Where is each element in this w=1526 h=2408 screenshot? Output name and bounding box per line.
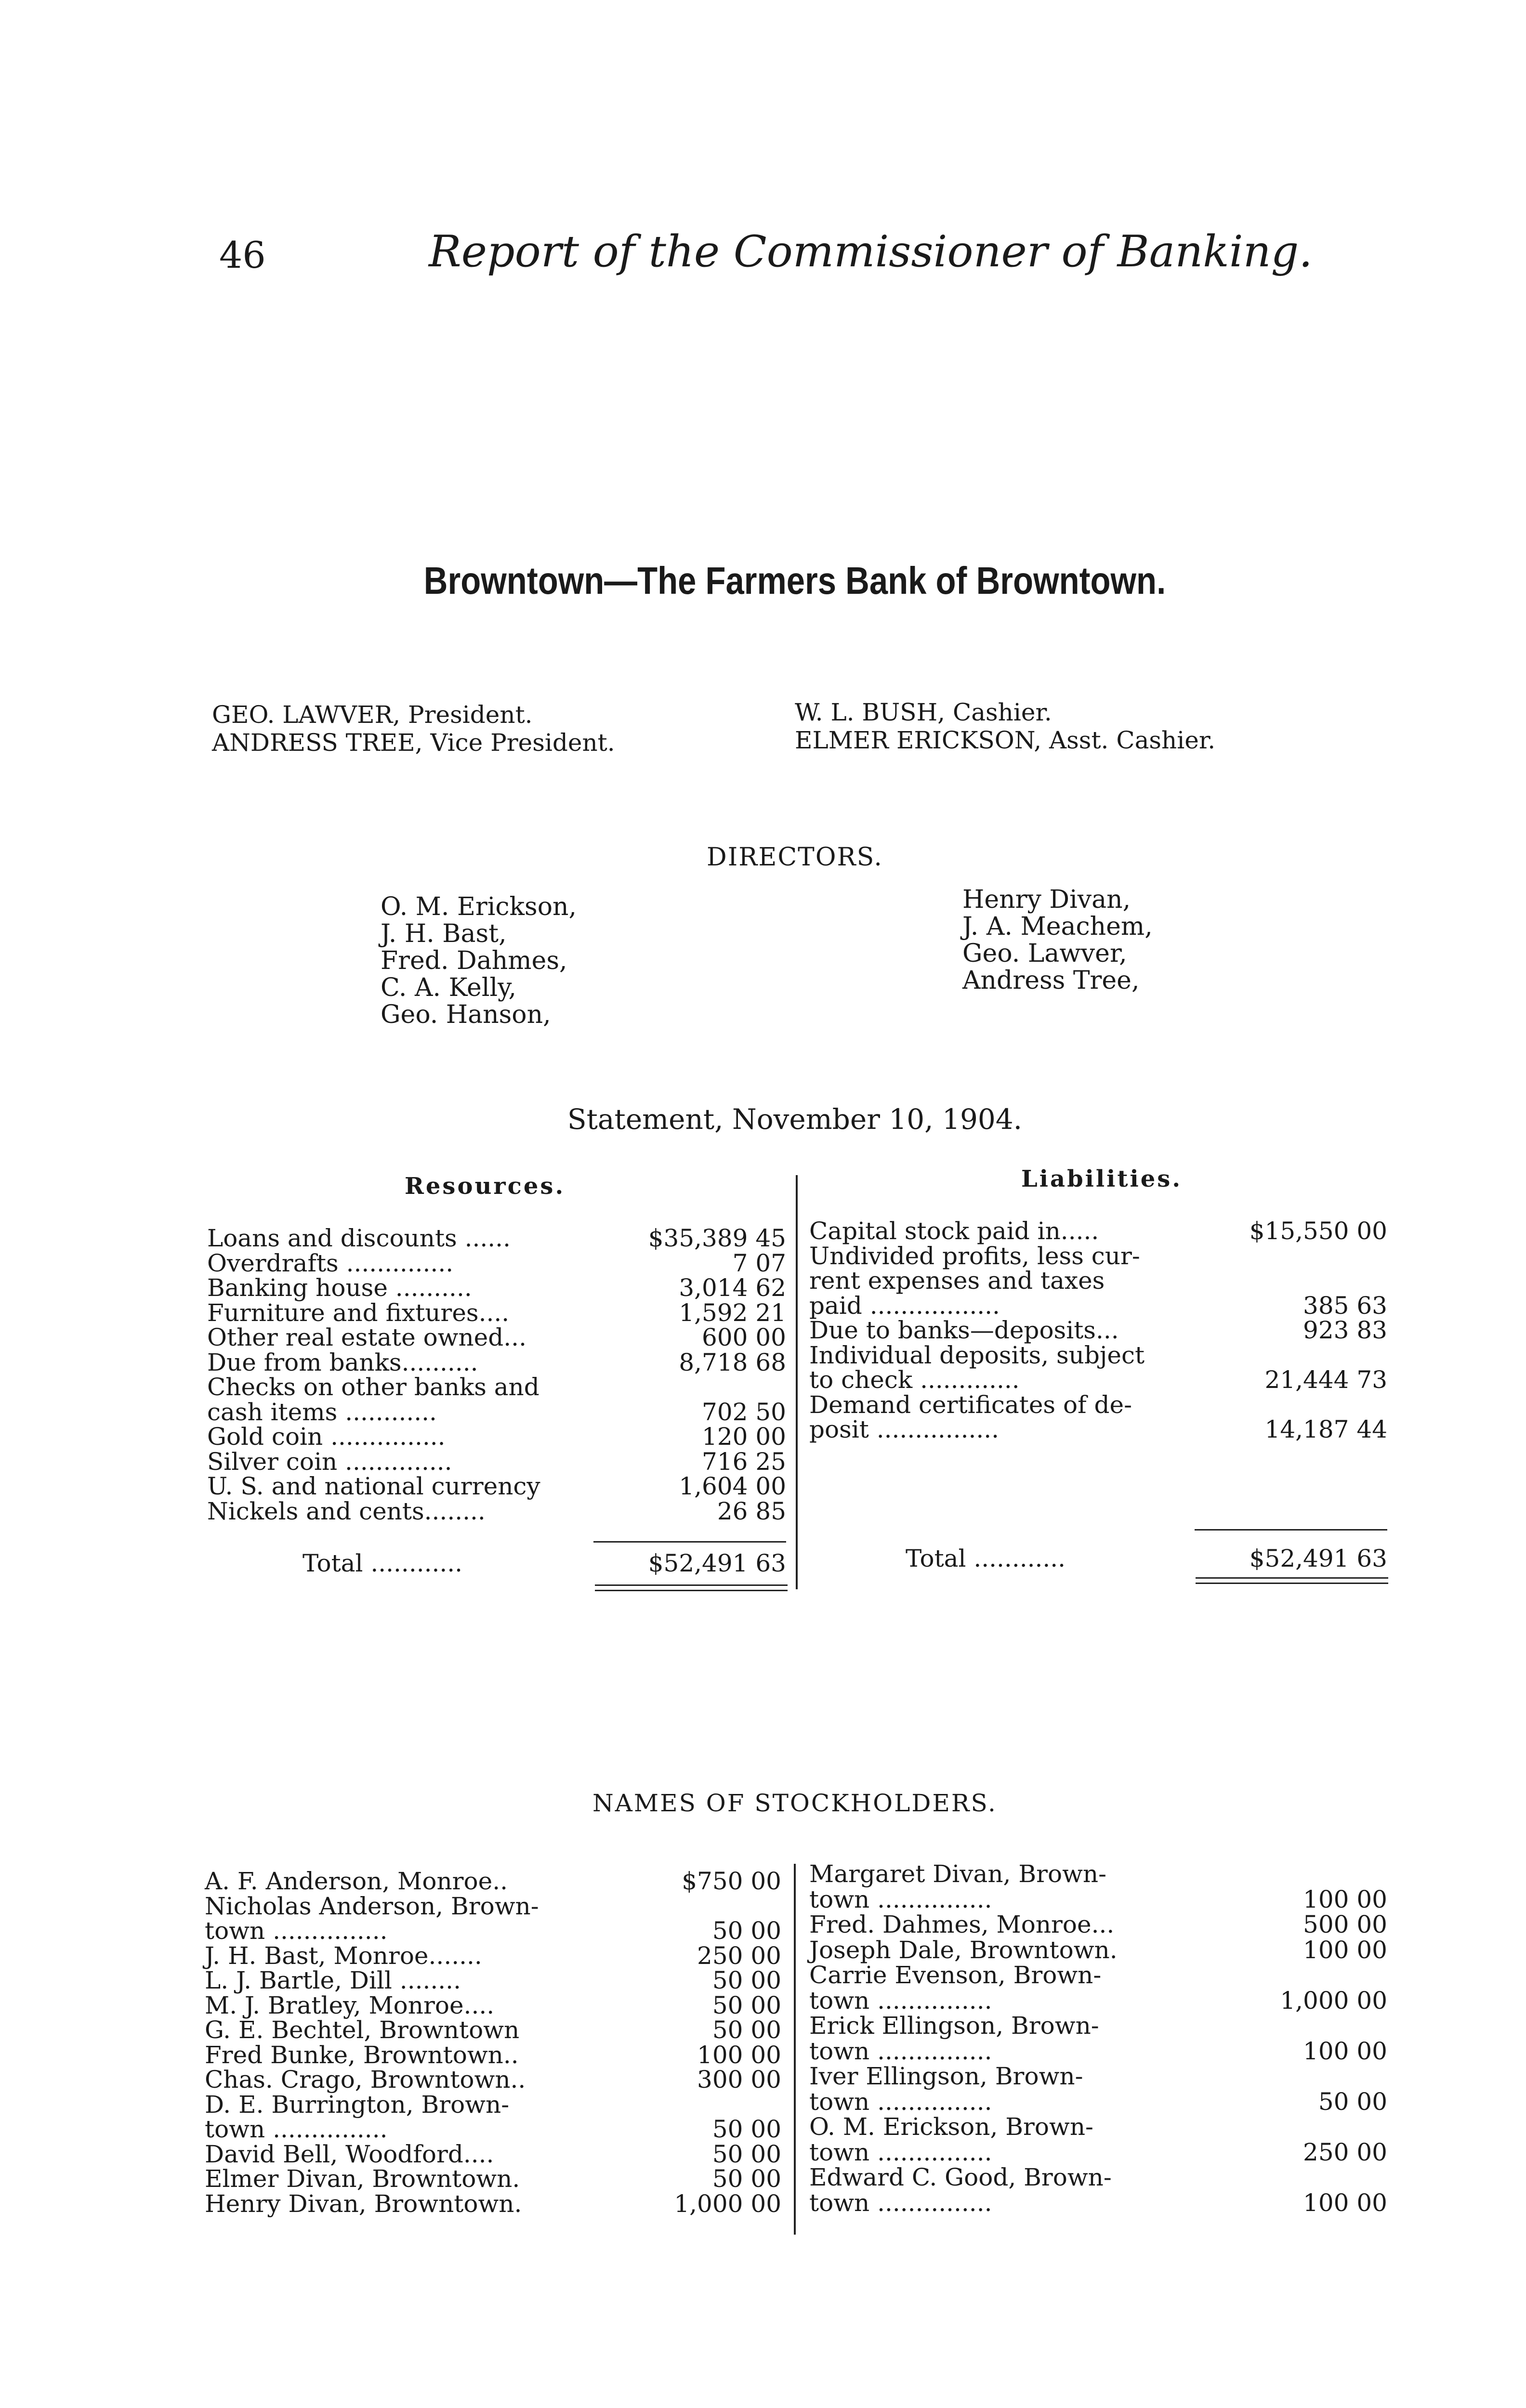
resource-row-value: 8,718 68 — [679, 1348, 786, 1376]
resources-heading: Resources. — [405, 1173, 566, 1200]
liability-row-label: Demand certificates of de- — [809, 1390, 1132, 1419]
stockholder-row-value: 50 00 — [712, 2016, 781, 2044]
stockholder-row-label: town ............... — [205, 2115, 388, 2143]
stockholder-row-value: 50 00 — [712, 2115, 781, 2143]
stockholder-row-label: G. E. Bechtel, Browntown — [205, 2016, 520, 2044]
liability-row-label: Individual deposits, subject — [809, 1341, 1145, 1369]
resource-row-value: 1,604 00 — [679, 1472, 786, 1500]
stockholders-heading: NAMES OF STOCKHOLDERS. — [592, 1789, 997, 1817]
directors-right-list — [962, 886, 1153, 994]
statement-column-divider — [796, 1175, 798, 1589]
resources-total-double-rule — [595, 1584, 788, 1591]
director-name: J. A. Meachem, — [962, 912, 1153, 941]
stockholder-row-value: 100 00 — [1303, 1936, 1387, 1964]
liability-row-label: to check ............. — [809, 1366, 1020, 1394]
resource-row-label: Gold coin ............... — [207, 1423, 446, 1451]
directors-left-list — [381, 893, 577, 1028]
stockholder-row-label: Joseph Dale, Browntown. — [809, 1936, 1118, 1964]
director-name: Andress Tree, — [962, 966, 1140, 995]
page-number: 46 — [219, 234, 266, 276]
stockholder-row-label: Nicholas Anderson, Brown- — [205, 1892, 539, 1920]
stockholder-row-value: $750 00 — [682, 1867, 781, 1895]
directors-heading: DIRECTORS. — [707, 843, 883, 872]
liability-row-label: posit ................ — [809, 1415, 1000, 1443]
resource-row-label: Due from banks.......... — [207, 1348, 478, 1376]
officers-right — [795, 698, 1215, 754]
liability-row-label: Capital stock paid in..... — [809, 1217, 1099, 1245]
liability-row-label: Due to banks—deposits... — [809, 1316, 1119, 1344]
resource-row-label: Checks on other banks and — [207, 1373, 539, 1401]
stockholder-row-value: 100 00 — [1303, 2037, 1387, 2065]
resource-row-label: Banking house .......... — [207, 1274, 472, 1302]
stockholder-row-label: town ............... — [809, 1885, 992, 1913]
resource-row-label: Nickels and cents........ — [207, 1497, 486, 1525]
liabilities-total-double-rule — [1196, 1577, 1388, 1584]
resource-row-value: 26 85 — [717, 1497, 786, 1525]
resource-row-label: Furniture and fixtures.... — [207, 1298, 510, 1327]
running-head: Report of the Commissioner of Banking. — [429, 226, 1313, 277]
director-name: Geo. Hanson, — [381, 1000, 551, 1029]
director-name: C. A. Kelly, — [381, 973, 517, 1002]
liability-row-label: rent expenses and taxes — [809, 1267, 1105, 1295]
stockholders-column-divider — [794, 1864, 796, 2235]
stockholder-row-label: Chas. Crago, Browntown.. — [205, 2066, 526, 2094]
director-name: J. H. Bast, — [381, 919, 507, 948]
stockholder-row-value: 100 00 — [1303, 2188, 1387, 2217]
stockholder-row-value: 1,000 00 — [1280, 1986, 1387, 2015]
stockholder-row-label: L. J. Bartle, Dill ........ — [205, 1966, 461, 1994]
resource-row-value: 600 00 — [702, 1323, 786, 1351]
officer-cashier: W. L. BUSH, Cashier. — [795, 698, 1052, 726]
bank-title: Browntown—The Farmers Bank of Browntown. — [423, 559, 1166, 602]
liabilities-total-rule — [1195, 1529, 1387, 1531]
resources-total-value: $52,491 63 — [648, 1549, 786, 1577]
liability-row-value: 923 83 — [1303, 1316, 1387, 1344]
liability-row-value: $15,550 00 — [1249, 1217, 1387, 1245]
officer-vice-president: ANDRESS TREE, Vice President. — [212, 729, 615, 757]
stockholder-row-value: 50 00 — [1318, 2087, 1387, 2116]
officer-president: GEO. LAWVER, President. — [212, 701, 533, 729]
liability-row-value: 21,444 73 — [1264, 1366, 1387, 1394]
stockholder-row-value: 50 00 — [712, 1991, 781, 2019]
officers-left — [212, 701, 615, 757]
stockholder-row-label: town ............... — [809, 2188, 992, 2217]
liability-row-label: paid ................. — [809, 1291, 1000, 1320]
liability-row-label: Undivided profits, less cur- — [809, 1242, 1140, 1270]
resource-row-label: Silver coin .............. — [207, 1447, 452, 1476]
stockholder-row-value: 50 00 — [712, 1917, 781, 1945]
resource-row-value: 7 07 — [732, 1249, 786, 1277]
resource-row-label: Overdrafts .............. — [207, 1249, 454, 1277]
liability-row-value: 385 63 — [1303, 1291, 1387, 1320]
stockholder-row-label: town ............... — [809, 2138, 992, 2166]
stockholder-row-value: 50 00 — [712, 1966, 781, 1994]
stockholder-row-value: 50 00 — [712, 2140, 781, 2168]
stockholder-row-value: 1,000 00 — [674, 2189, 781, 2218]
resource-row-value: 702 50 — [702, 1398, 786, 1426]
stockholder-row-label: town ............... — [809, 1986, 992, 2015]
liabilities-total-value: $52,491 63 — [1249, 1544, 1387, 1572]
resource-row-value: 120 00 — [702, 1423, 786, 1451]
stockholder-row-value: 500 00 — [1303, 1911, 1387, 1938]
stockholder-row-label: D. E. Burrington, Brown- — [205, 2090, 510, 2119]
resource-row-value: 3,014 62 — [679, 1274, 786, 1302]
resources-total-rule — [593, 1541, 786, 1543]
resources-total-label: Total ............ — [303, 1549, 463, 1577]
stockholder-row-value: 250 00 — [1303, 2138, 1387, 2166]
resource-row-value: 716 25 — [702, 1447, 786, 1476]
stockholder-row-value: 300 00 — [697, 2066, 781, 2094]
stockholder-row-label: Elmer Divan, Browntown. — [205, 2165, 520, 2193]
stockholder-row-label: Carrie Evenson, Brown- — [809, 1961, 1102, 1989]
resource-row-label: Other real estate owned... — [207, 1323, 526, 1351]
director-name: Geo. Lawver, — [962, 939, 1127, 968]
resource-row-value: 1,592 21 — [679, 1298, 786, 1327]
stockholder-row-value: 100 00 — [1303, 1885, 1387, 1913]
stockholder-row-label: Fred. Dahmes, Monroe... — [809, 1911, 1115, 1938]
stockholder-row-label: Erick Ellingson, Brown- — [809, 2012, 1099, 2040]
stockholder-row-label: Fred Bunke, Browntown.. — [205, 2041, 519, 2069]
stockholder-row-label: town ............... — [205, 1917, 388, 1945]
director-name: O. M. Erickson, — [381, 892, 577, 921]
stockholder-row-label: town ............... — [809, 2037, 992, 2065]
stockholder-row-label: M. J. Bratley, Monroe.... — [205, 1991, 495, 2019]
stockholder-row-label: A. F. Anderson, Monroe.. — [205, 1867, 508, 1895]
liability-row-value: 14,187 44 — [1264, 1415, 1387, 1443]
statement-heading: Statement, November 10, 1904. — [567, 1103, 1023, 1136]
stockholder-row-label: Edward C. Good, Brown- — [809, 2163, 1112, 2191]
liabilities-heading: Liabilities. — [1021, 1165, 1183, 1192]
stockholder-row-label: town ............... — [809, 2087, 992, 2116]
resource-row-label: cash items ............ — [207, 1398, 437, 1426]
stockholder-row-value: 100 00 — [697, 2041, 781, 2069]
liabilities-total-label: Total ............ — [906, 1544, 1066, 1572]
director-name: Fred. Dahmes, — [381, 946, 567, 975]
resource-row-value: $35,389 45 — [648, 1224, 786, 1252]
stockholder-row-label: Henry Divan, Browntown. — [205, 2189, 522, 2218]
stockholder-row-label: Iver Ellingson, Brown- — [809, 2062, 1083, 2090]
stockholder-row-value: 250 00 — [697, 1941, 781, 1970]
stockholder-row-label: David Bell, Woodford.... — [205, 2140, 494, 2168]
stockholder-row-label: J. H. Bast, Monroe....... — [205, 1941, 482, 1970]
director-name: Henry Divan, — [962, 885, 1131, 914]
stockholder-row-value: 50 00 — [712, 2165, 781, 2193]
resource-row-label: Loans and discounts ...... — [207, 1224, 511, 1252]
resource-row-label: U. S. and national currency — [207, 1472, 540, 1500]
stockholder-row-label: Margaret Divan, Brown- — [809, 1860, 1106, 1888]
stockholder-row-label: O. M. Erickson, Brown- — [809, 2113, 1093, 2141]
officer-asst-cashier: ELMER ERICKSON, Asst. Cashier. — [795, 726, 1216, 754]
